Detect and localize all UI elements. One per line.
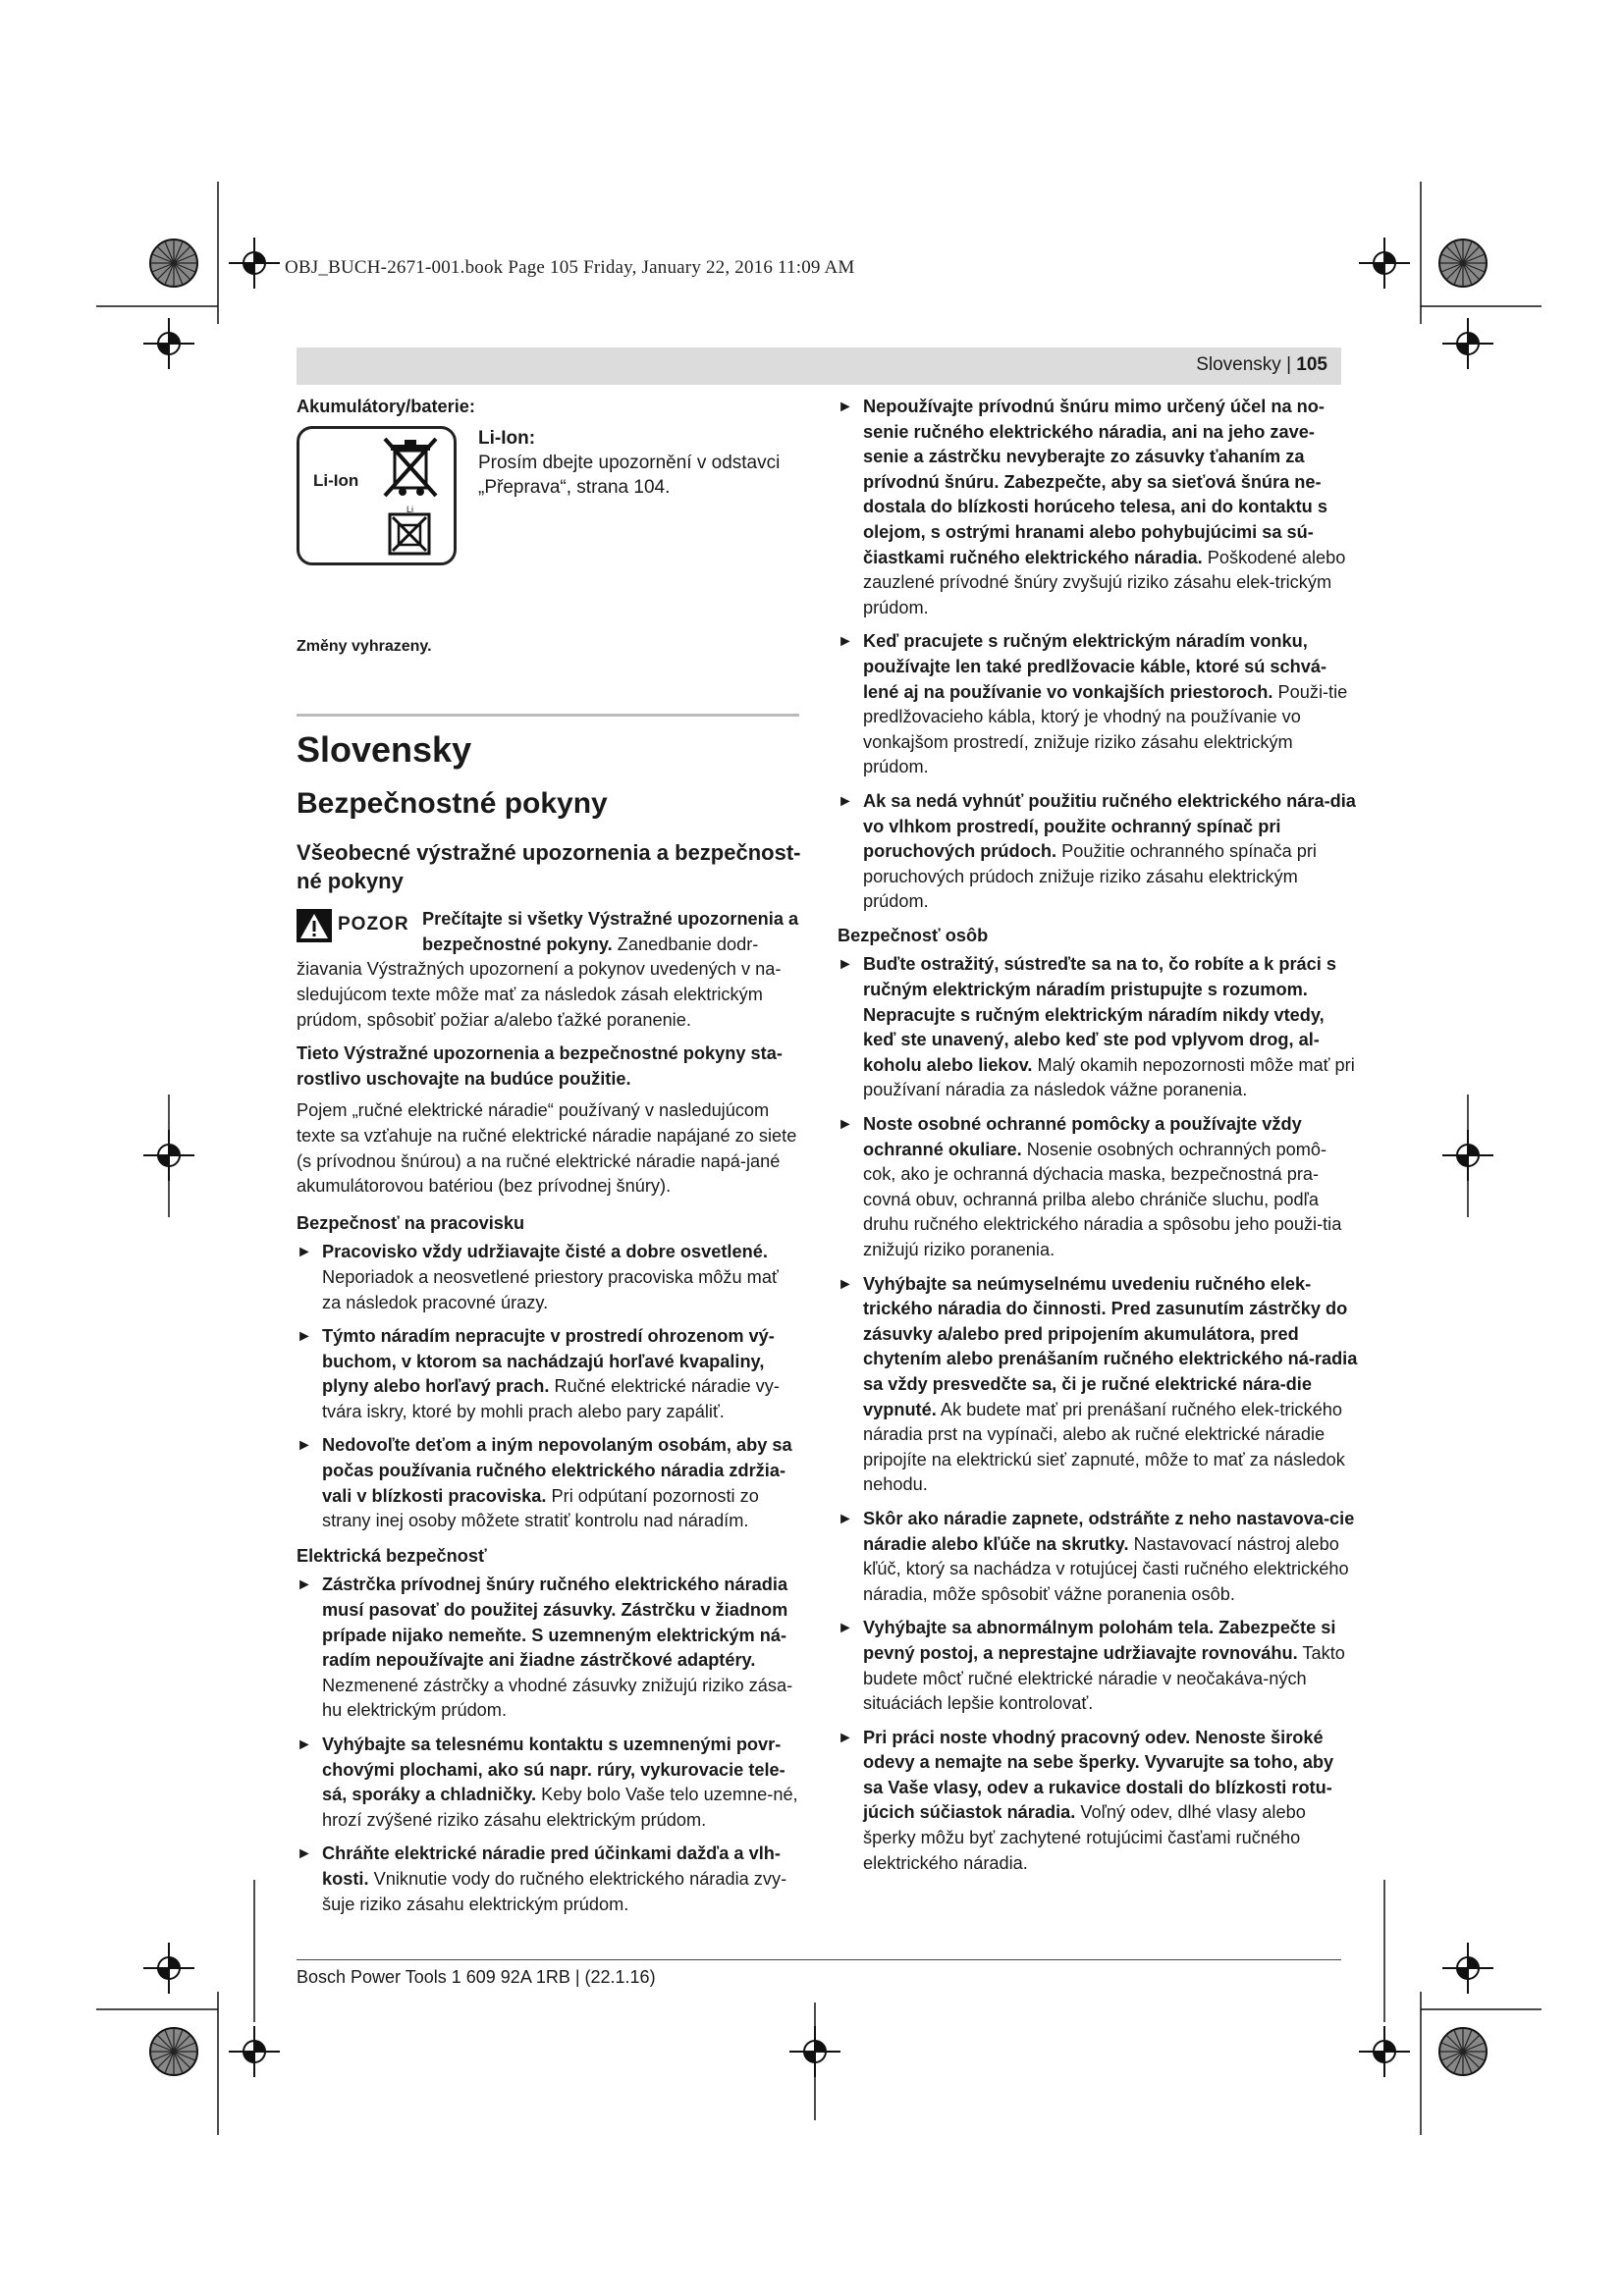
- bullet-arrow-icon: ►: [297, 1244, 312, 1261]
- star-mark-bl: [150, 2028, 197, 2075]
- bullet-arrow-icon: ►: [838, 1620, 853, 1637]
- page-number: 105: [1296, 354, 1327, 375]
- list-item: ► Vyhýbajte sa neúmyselnému uvedeniu ručného elek-trického náradia do činnosti. Pred zasunutím zástrčky do zásuvky a/alebo pred pripojením akumulátora, pred chytením alebo prenášaním ručného elektrického ná-radia sa vždy presvedčte sa, či je ručné elektrické nára-die vypnuté. Ak budete mať pri prenášaní ručného elek-trického náradia prst na vypínači, alebo ak ručné elektrické náradie pripojíte na elektrickú sieť zapnuté, môže to mať za následok nehodu.: [838, 1273, 1358, 1495]
- keep-instructions: Tieto Výstražné upozornenia a bezpečnostné pokyny sta-rostlivo uschovajte na budúce použitie.: [297, 1043, 783, 1089]
- list-item: ► Keď pracujete s ručným elektrickým náradím vonku, používajte len také predlžovacie káble, ktoré sú schvá-lené aj na používanie vo vonkajších priestoroch. Použi-tie predlžovacieho kábla, ktorý je vhodný na používanie vo vonkajšom prostredí, znižuje riziko zásahu elektrickým prúdom.: [838, 631, 1348, 777]
- book-header: OBJ_BUCH-2671-001.book Page 105 Friday, January 22, 2016 11:09 AM: [285, 257, 855, 278]
- li-ion-title: Li-Ion:: [478, 427, 536, 449]
- bullet-arrow-icon: ►: [297, 1328, 312, 1346]
- list-item: ► Pracovisko vždy udržiavajte čisté a dobre osvetlené. Neporiadok a neosvetlené priestory pracoviska môžu mať za následok pracovné úrazy.: [297, 1242, 779, 1312]
- bullet-arrow-icon: ►: [838, 1510, 853, 1527]
- bullet-arrow-icon: ►: [297, 1845, 312, 1863]
- bullet-arrow-icon: ►: [838, 633, 853, 651]
- section-title: Slovensky: [297, 729, 472, 771]
- li-ion-box-label: Li-Ion: [313, 470, 359, 490]
- bullet-arrow-icon: ►: [838, 1116, 853, 1134]
- bullet-arrow-icon: ►: [297, 1437, 312, 1455]
- header-language: Slovensky: [1196, 354, 1281, 375]
- bullet-arrow-icon: ►: [838, 399, 853, 415]
- header-separator: |: [1286, 354, 1292, 375]
- list-item: ► Vyhýbajte sa abnormálnym polohám tela. Zabezpečte si pevný postoj, a neprestajne udržiavajte rovnováhu. Takto budete môcť ručné elektrické náradie v neočakáva-ných situáciách lepšie kontrolovať.: [838, 1618, 1345, 1714]
- bullet-arrow-icon: ►: [297, 1736, 312, 1753]
- pozor-label: POZOR: [338, 914, 409, 935]
- left-column: [297, 395, 799, 1926]
- personal-list: [838, 952, 1358, 1876]
- list-item: ► Pri práci noste vhodný pracovný odev. Nenoste široké odevy a nemajte na sebe šperky. Vyvarujte sa toho, aby sa Vaše vlasy, odev a rukavice dostali do blízkosti rotu-júcich súčiastok náradia. Voľný odev, dlhé vlasy alebo šperky môžu byť zachytené rotujúcimi časťami ručného elektrického náradia.: [838, 1727, 1334, 1873]
- warning-bold: Prečítajte si všetky Výstražné upozornenia a bezpečnostné pokyny.: [422, 909, 799, 954]
- pozor-warning: [297, 907, 799, 1033]
- section-divider: [297, 714, 799, 717]
- star-mark-tr: [1439, 240, 1487, 287]
- battery-recycle-icon: [387, 511, 432, 557]
- right-column: [838, 395, 1358, 1885]
- list-item: ► Vyhýbajte sa telesnému kontaktu s uzemnenými povr-chovými plochami, ako sú napr. rúry, vykurovacie tele-sá, sporáky a chladničky. Keby bolo Vaše telo uzemne-né, hrozí zvýšené riziko zásahu elektrickým prúdom.: [297, 1735, 798, 1830]
- list-item: ► Chráňte elektrické náradie pred účinkami dažďa a vlh-kosti. Vniknutie vody do ručného elektrického náradia zvy-šuje riziko zásahu elektrickým prúdom.: [297, 1843, 787, 1914]
- li-ion-text: Prosím dbejte upozornění v odstavci „Přeprava“, strana 104.: [478, 452, 781, 498]
- list-item: ► Zástrčka prívodnej šnúry ručného elektrického náradia musí pasovať do použitej zásuvky. Zástrčku v žiadnom prípade nijako nemeňte. S uzemneným elektrickým ná-radím nepoužívajte ani žiadne zástrčkové adaptéry. Nezmenené zástrčky a vhodné zásuvky znižujú riziko zása-hu elektrickým prúdom.: [297, 1575, 793, 1721]
- li-ion-symbol-box: [297, 426, 457, 565]
- electrical-list-continued: [838, 395, 1358, 915]
- electrical-heading: Elektrická bezpečnosť: [297, 1545, 487, 1566]
- star-mark-br: [1439, 2028, 1487, 2075]
- footer-rule: [297, 1959, 1341, 1960]
- changes-reserved: Změny vyhrazeny.: [297, 637, 432, 655]
- definition: Pojem „ručné elektrické náradie“ používaný v nasledujúcom texte sa vzťahuje na ručné elektrické náradie napájané zo siete (s prívodnou šnúrou) a na ručné elektrické náradie napá-jané akumulátorovou batériou (bez prívodnej šnúry).: [297, 1100, 797, 1197]
- li-ion-note: [478, 426, 783, 571]
- star-mark-tl: [150, 240, 197, 287]
- bullet-arrow-icon: ►: [838, 956, 853, 974]
- bullet-arrow-icon: ►: [838, 1275, 853, 1293]
- list-item: ► Týmto náradím nepracujte v prostredí ohrozenom vý-buchom, v ktorom sa nachádzajú horľavé kvapaliny, plyny alebo horľavý prach. Ručné elektrické náradie vy-tvára iskry, ktoré by mohli prach alebo pary zapáliť.: [297, 1326, 780, 1421]
- list-item: ► Nedovoľte deťom a iným nepovolaným osobám, aby sa počas používania ručného elektrického náradia zdržia-vali v blízkosti pracoviska. Pri odpútaní pozornosti zo strany inej osoby môžete stratiť kontrolu nad náradím.: [297, 1435, 792, 1531]
- section-subtitle: Bezpečnostné pokyny: [297, 787, 608, 821]
- list-item: ► Noste osobné ochranné pomôcky a používajte vždy ochranné okuliare. Nosenie osobných ochranných pomô-cok, ako je ochranná dýchacia maska, bezpečnostná pra-covná obuv, ochranná prilba alebo chrániče sluchu, podľa druhu ručného elektrického náradia a spôsobu jeho použi-tia znižujú riziko poranenia.: [838, 1114, 1342, 1259]
- electrical-list: [297, 1573, 799, 1917]
- list-item: ► Skôr ako náradie zapnete, odstráňte z neho nastavova-cie náradie alebo kľúče na skrutky. Nastavovací nástroj alebo kľúč, ktorý sa nachádza v rotujúcej časti ručného elektrického náradia, môže spôsobiť vážne poranenia osôb.: [838, 1508, 1355, 1604]
- footer: Bosch Power Tools 1 609 92A 1RB | (22.1.16): [297, 1967, 656, 1987]
- bullet-arrow-icon: ►: [838, 1729, 853, 1746]
- personal-heading: Bezpečnosť osôb: [838, 925, 989, 945]
- bullet-arrow-icon: ►: [838, 792, 853, 810]
- warning-text: Zanedbanie dodr-žiavania Výstražných upozornení a pokynov uvedených v na-sledujúcom texte môže mať za následok zásah elektrickým prúdom, spôsobiť požiar a/alebo ťažké poranenie.: [297, 934, 782, 1030]
- workplace-heading: Bezpečnosť na pracovisku: [297, 1212, 525, 1233]
- running-header: [297, 347, 1341, 385]
- list-item: ► Nepoužívajte prívodnú šnúru mimo určený účel na no-senie ručného elektrického náradia, ani na jeho zave-senie a zástrčku nevyberajte zo zásuvky ťahaním za prívodnú šnúru. Zabezpečte, aby sa sieťová šnúra ne-dostala do blízkosti horúceho telesa, ani do kontaktu s olejom, s ostrými hranami alebo pohybujúcimi sa sú-čiastkami ručného elektrického náradia. Poškodené alebo zauzlené prívodné šnúry zvyšujú riziko zásahu elek-trickým prúdom.: [838, 397, 1346, 617]
- battery-block: [297, 426, 799, 571]
- crossed-bin-icon: [381, 435, 440, 500]
- battery-heading: Akumulátory/baterie:: [297, 397, 475, 416]
- li-label: Li: [406, 504, 414, 514]
- running-header-text: [1196, 354, 1327, 376]
- list-item: ► Buďte ostražitý, sústreďte sa na to, čo robíte a k práci s ručným elektrickým náradím pristupujte s rozumom. Nepracujte s ručným elektrickým náradím nikdy vtedy, keď ste unavený, alebo keď ste pod vplyvom drog, al-koholu alebo liekov. Malý okamih nepozornosti môže mať pri používaní náradia za následok vážne poranenia.: [838, 954, 1355, 1100]
- list-item: ► Ak sa nedá vyhnúť použitiu ručného elektrického nára-dia vo vlhkom prostredí, použite ochranný spínač pri poruchových prúdoch. Použitie ochranného spínača pri poruchových prúdoch znižuje riziko zásahu elektrickým prúdom.: [838, 790, 1356, 912]
- general-heading: Všeobecné výstražné upozornenia a bezpečnost-né pokyny: [297, 840, 801, 894]
- workplace-list: [297, 1240, 799, 1534]
- bullet-arrow-icon: ►: [297, 1576, 312, 1594]
